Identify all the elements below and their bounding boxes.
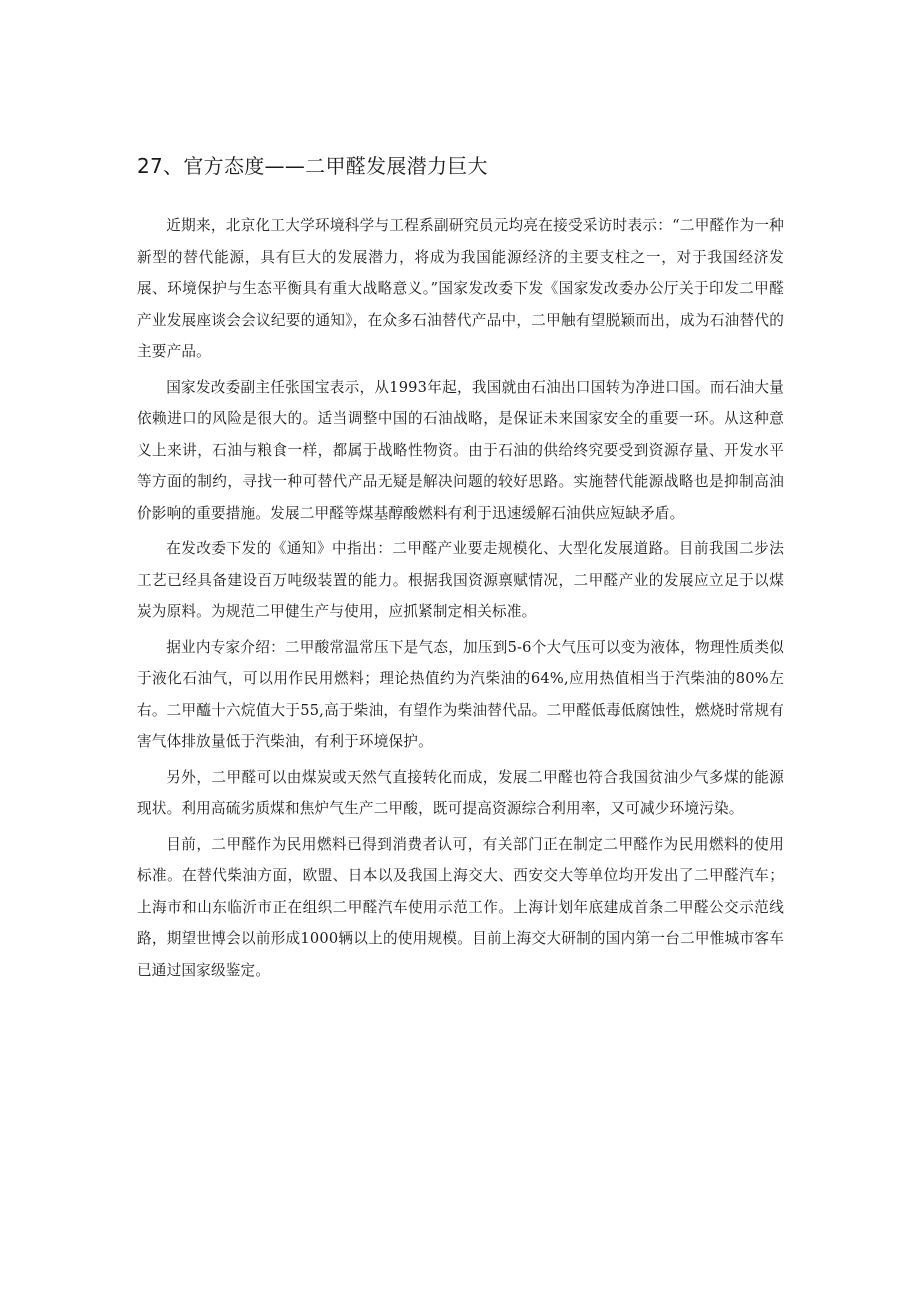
paragraph: 目前，二甲醛作为民用燃料已得到消费者认可，有关部门正在制定二甲醛作为民用燃料的使用标准。在替代柴油方面，欧盟、日本以及我国上海交大、西安交大等单位均开发出了二甲醛汽车；上海市和山东临沂市正在组织二甲醛汽车使用示范工作。上海计划年底建成首条二甲醛公交示范线路，期望世博会以前形成1000辆以上的使用规模。目前上海交大研制的国内第一台二甲惟城市客车已通过国家级鉴定。 xyxy=(137,835,784,979)
paragraph: 在发改委下发的《通知》中指出：二甲醛产业要走规模化、大型化发展道路。目前我国二步法工艺已经具备建设百万吨级装置的能力。根据我国资源禀赋情况，二甲醛产业的发展应立足于以煤炭为原料。为规范二甲健生产与使用，应抓紧制定相关标准。 xyxy=(137,540,784,620)
article-heading: 27、官方态度——二甲醛发展潜力巨大 xyxy=(137,154,488,178)
paragraph: 近期来，北京化工大学环境科学与工程系副研究员元均亮在接受采访时表示：“二甲醛作为一种新型的替代能源，具有巨大的发展潜力，将成为我国能源经济的主要支柱之一，对于我国经济发展、环境保护与生态平衡具有重大战略意义。”国家发改委下发《国家发改委办公厅关于印发二甲醛产业发展座谈会会议纪要的通知》，在众多石油替代产品中，二甲触有望脱颖而出，成为石油替代的主要产品。 xyxy=(137,217,784,360)
paragraph: 另外，二甲醛可以由煤炭或天然气直接转化而成，发展二甲醛也符合我国贫油少气多煤的能源现状。利用高硫劣质煤和焦炉气生产二甲酸，既可提高资源综合利用率，又可减少环境污染。 xyxy=(137,768,784,817)
paragraph: 据业内专家介绍：二甲酸常温常压下是气态，加压到5-6个大气压可以变为液体，物理性质类似于液化石油气，可以用作民用燃料；理论热值约为汽柴油的64%,应用热值相当于汽柴油的80%左右。二甲醯十六烷值大于55,高于柴油，有望作为柴油替代品。二甲醛低毒低腐蚀性，燃烧时常规有害气体排放量低于汽柴油，有利于环境保护。 xyxy=(137,638,784,750)
article-body xyxy=(137,210,784,990)
paragraph: 国家发改委副主任张国宝表示，从1993年起，我国就由石油出口国转为净进口国。而石油大量依赖进口的风险是很大的。适当调整中国的石油战略，是保证未来国家安全的重要一环。从这种意义上来讲，石油与粮食一样，都属于战略性物资。由于石油的供给终究要受到资源存量、开发水平等方面的制约，寻找一种可替代产品无疑是解决问题的较好思路。实施替代能源战略也是抑制高油价影响的重要措施。发展二甲醛等煤基醇酸燃料有利于迅速缓解石油供应短缺矛盾。 xyxy=(137,378,784,522)
